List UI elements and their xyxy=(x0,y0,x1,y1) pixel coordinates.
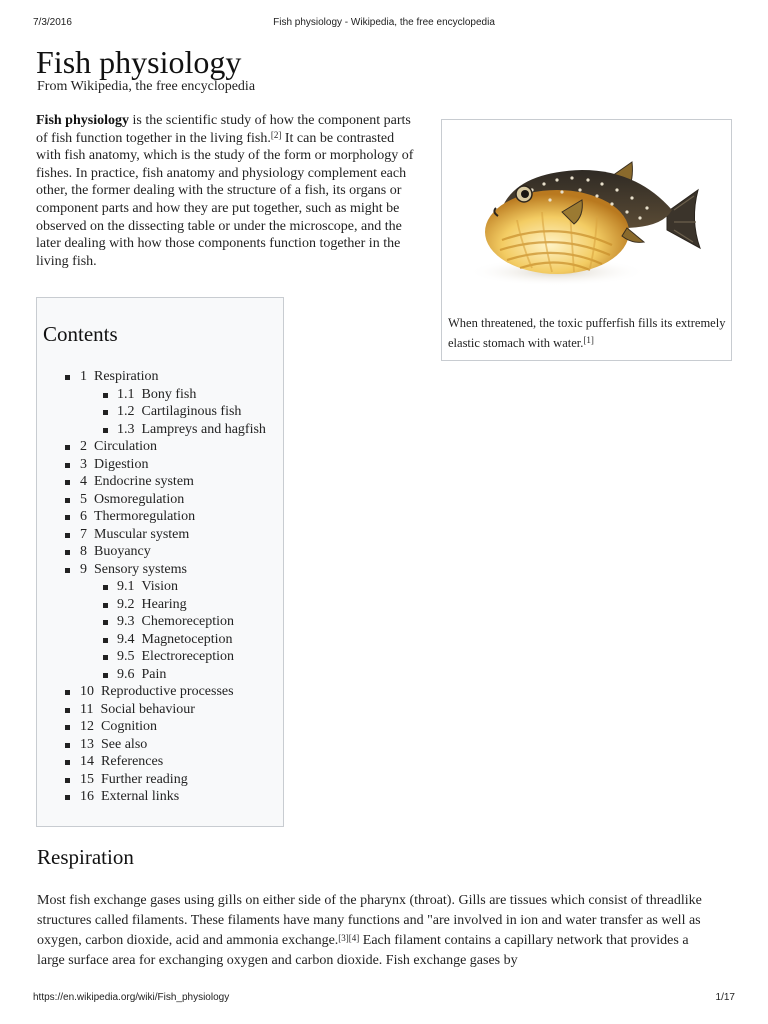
toc-item[interactable] xyxy=(37,788,283,806)
toc-item[interactable] xyxy=(37,561,283,579)
reference-link[interactable]: [4] xyxy=(348,933,360,943)
toc-item[interactable] xyxy=(37,403,283,421)
reference-link[interactable]: [3] xyxy=(338,933,349,943)
toc-list xyxy=(37,368,283,806)
intro-paragraph xyxy=(36,112,422,270)
toc-item-label: Bony fish xyxy=(141,386,197,402)
print-footer xyxy=(0,992,768,1006)
toc-item-label: Further reading xyxy=(101,771,188,787)
toc-item-number: 9.3 xyxy=(117,614,135,629)
toc-item-number: 9.6 xyxy=(117,666,135,682)
toc-item-number: 14 xyxy=(80,754,94,769)
toc-item-number: 7 xyxy=(80,526,87,542)
toc-item[interactable] xyxy=(37,613,283,631)
toc-item-number: 9.2 xyxy=(117,596,135,612)
toc-item-label: Thermoregulation xyxy=(94,509,196,524)
toc-item-number: 1 xyxy=(80,369,87,384)
print-header xyxy=(0,17,768,31)
toc-item-label: Sensory systems xyxy=(94,561,187,577)
toc-item-number: 16 xyxy=(80,789,94,804)
caption-text: When threatened, the toxic pufferfish fills its extremely elastic stomach with water. xyxy=(448,316,726,350)
toc-item[interactable] xyxy=(37,701,283,719)
toc-item-label: Hearing xyxy=(141,596,187,612)
toc-item-number: 12 xyxy=(80,719,94,734)
toc-item-label: Electroreception xyxy=(141,649,235,664)
tagline: From Wikipedia, the free encyclopedia xyxy=(37,79,256,94)
toc-item-label: Magnetoception xyxy=(141,631,233,647)
toc-item[interactable] xyxy=(37,491,283,509)
toc-item-label: Muscular system xyxy=(94,526,190,542)
toc-item-label: See also xyxy=(101,736,148,752)
toc-item[interactable] xyxy=(37,456,283,474)
toc-item-label: Chemoreception xyxy=(141,614,235,629)
toc-item[interactable] xyxy=(37,543,283,561)
toc-item-label: Reproductive processes xyxy=(101,684,234,699)
intro-bold-term: Fish physiology xyxy=(36,113,129,128)
toc-item-label: Osmoregulation xyxy=(94,491,185,507)
toc-item[interactable] xyxy=(37,368,283,386)
toc-item[interactable] xyxy=(37,753,283,771)
toc-item-label: Buoyancy xyxy=(94,544,151,559)
toc-item-number: 9 xyxy=(80,561,87,577)
toc-item-label: Cognition xyxy=(101,719,158,734)
toc-item-number: 4 xyxy=(80,474,87,489)
page-title: Fish physiology xyxy=(36,44,242,80)
pufferfish-illustration xyxy=(462,150,712,290)
toc-item-number: 13 xyxy=(80,736,94,752)
toc-item[interactable] xyxy=(37,438,283,456)
toc-item-label: Cartilaginous fish xyxy=(141,404,242,419)
table-of-contents xyxy=(36,297,284,827)
toc-item-label: Respiration xyxy=(94,369,159,384)
toc-item-number: 8 xyxy=(80,544,87,559)
toc-item-number: 6 xyxy=(80,509,87,524)
toc-item[interactable] xyxy=(37,526,283,544)
section-text-a: Most fish exchange gases using gills on either side of the pharynx (throat). Gills are tissues which consist of threadlike structures called filaments. These filaments have many functions and "are involved in ion and water transfer as well as oxygen, carbon dioxide, acid and ammonia exchange. xyxy=(37,893,702,948)
toc-item-label: Vision xyxy=(141,579,178,594)
toc-item[interactable] xyxy=(37,736,283,754)
toc-item[interactable] xyxy=(37,631,283,649)
pufferfish-image[interactable] xyxy=(462,150,712,290)
print-url: https://en.wikipedia.org/wiki/Fish_physiology xyxy=(33,992,230,1003)
intro-text-a: is the scientific study of how the component parts of fish function together in the living fish. xyxy=(36,113,411,146)
toc-item[interactable] xyxy=(37,421,283,439)
intro-text-b: It can be contrasted with fish anatomy, which is the study of the form or morphology of fishes. In practice, fish anatomy and physiology complement each other, the former dealing with the structure of a fish, its organs or component parts and how they are put together, such as might be observed on the dissecting table or under the microscope, and the later dealing with how those components function together in the living fish. xyxy=(36,130,414,269)
toc-item-label: Circulation xyxy=(94,439,157,454)
toc-item[interactable] xyxy=(37,771,283,789)
print-date: 7/3/2016 xyxy=(33,17,72,28)
toc-item-number: 9.1 xyxy=(117,579,135,594)
reference-link[interactable]: [1] xyxy=(583,335,594,345)
toc-item-label: Endocrine system xyxy=(94,474,194,489)
toc-item-label: Lampreys and hagfish xyxy=(141,421,266,437)
toc-item-number: 11 xyxy=(80,701,94,717)
page-number: 1/17 xyxy=(715,992,735,1003)
toc-item[interactable] xyxy=(37,508,283,526)
section-text-b: Each filament contains a capillary network that provides a large surface area for exchanging oxygen and carbon dioxide. Fish exchange gases by xyxy=(37,933,689,968)
toc-item[interactable] xyxy=(37,648,283,666)
toc-item-label: Social behaviour xyxy=(100,701,195,717)
toc-item[interactable] xyxy=(37,666,283,684)
toc-item-number: 3 xyxy=(80,456,87,472)
toc-item-number: 2 xyxy=(80,439,87,454)
toc-item-number: 1.2 xyxy=(117,404,135,419)
toc-item[interactable] xyxy=(37,596,283,614)
toc-item-number: 1.3 xyxy=(117,421,135,437)
toc-item-number: 9.5 xyxy=(117,649,135,664)
toc-item[interactable] xyxy=(37,718,283,736)
reference-link[interactable]: [2] xyxy=(270,129,282,140)
toc-item-number: 15 xyxy=(80,771,94,787)
toc-item[interactable] xyxy=(37,578,283,596)
toc-item-label: Pain xyxy=(141,666,167,682)
infobox-caption xyxy=(448,313,728,353)
toc-item-number: 9.4 xyxy=(117,631,135,647)
section-paragraph xyxy=(37,891,717,971)
toc-item-label: Digestion xyxy=(94,456,149,472)
toc-item-number: 5 xyxy=(80,491,87,507)
toc-title: Contents xyxy=(43,322,118,346)
toc-item-number: 1.1 xyxy=(117,386,135,402)
toc-item-label: External links xyxy=(101,789,180,804)
section-heading-respiration: Respiration xyxy=(37,845,134,869)
toc-item[interactable] xyxy=(37,386,283,404)
toc-item-number: 10 xyxy=(80,684,94,699)
print-page-title: Fish physiology - Wikipedia, the free encyclopedia xyxy=(273,17,495,28)
toc-item-label: References xyxy=(101,754,164,769)
toc-item[interactable] xyxy=(37,473,283,491)
infobox xyxy=(441,119,732,361)
toc-item[interactable] xyxy=(37,683,283,701)
